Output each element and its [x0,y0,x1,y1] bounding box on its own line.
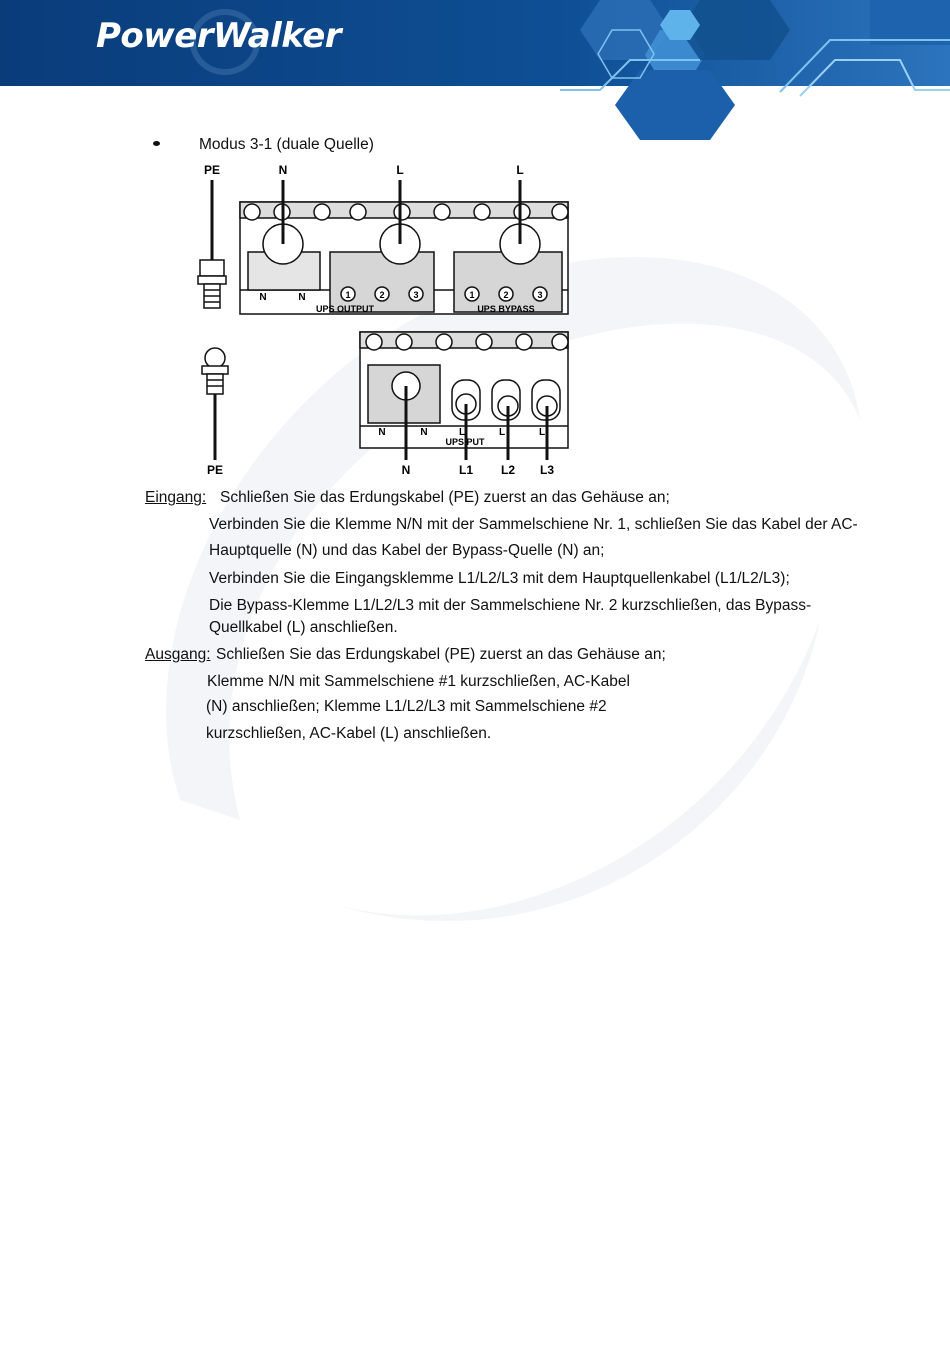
mode-heading: Modus 3-1 (duale Quelle) [199,136,374,153]
bottom-mark-l2: L [498,427,506,438]
label-bottom-n: N [401,463,411,477]
label-top-pe: PE [203,163,221,177]
label-bottom-l2: L2 [500,463,516,477]
top-num-1b: 1 [469,290,475,300]
label-bottom-l3: L3 [539,463,555,477]
pe-bolt-bottom [202,348,228,394]
top-mark-n1: N [259,292,267,303]
input-line-4: Verbinden Sie die Eingangsklemme L1/L2/L3 mit dem Hauptquellenkabel (L1/L2/L3); [209,570,790,587]
input-line-2: Verbinden Sie die Klemme N/N mit der Sammelschiene Nr. 1, schließen Sie das Kabel der AC- [209,516,858,533]
top-num-3a: 3 [413,290,419,300]
output-line-2: Klemme N/N mit Sammelschiene #1 kurzschließen, AC-Kabel [207,673,630,690]
label-bottom-l1: L1 [458,463,474,477]
bottom-mark-l3: L [538,427,546,438]
top-num-1a: 1 [345,290,351,300]
output-line-1: Schließen Sie das Erdungskabel (PE) zuerst an das Gehäuse an; [216,646,666,663]
top-num-2b: 2 [503,290,509,300]
top-section-output: UPS OUTPUT [315,304,375,314]
bottom-mark-l1: L [458,427,466,438]
brand-logo: PowerWalker [96,16,342,56]
output-label: Ausgang: [145,646,211,663]
bullet-dot [153,141,160,146]
input-line-6: Quellkabel (L) anschließen. [209,619,398,636]
pe-bolt-top [198,260,226,308]
label-top-l1: L [396,163,404,177]
label-top-l2: L [516,163,524,177]
top-mark-n2: N [298,292,306,303]
top-num-2a: 2 [379,290,385,300]
input-line-3: Hauptquelle (N) und das Kabel der Bypass-Quelle (N) an; [209,542,605,559]
terminal-wiring-diagram [190,160,580,482]
label-bottom-pe: PE [206,463,224,477]
bottom-mark-n1: N [378,427,386,438]
bottom-mark-n2: N [420,427,428,438]
label-top-n: N [278,163,288,177]
top-section-bypass: UPS BYPASS [477,304,535,314]
output-line-4: kurzschließen, AC-Kabel (L) anschließen. [206,725,492,742]
input-line-1: Schließen Sie das Erdungskabel (PE) zuerst an das Gehäuse an; [220,489,670,506]
bottom-section-label: UPS PUT [445,437,485,447]
input-line-5: Die Bypass-Klemme L1/L2/L3 mit der Sammelschiene Nr. 2 kurzschließen, das Bypass- [209,597,812,614]
output-line-3: (N) anschließen; Klemme L1/L2/L3 mit Sammelschiene #2 [206,698,607,715]
top-num-3b: 3 [537,290,543,300]
input-label: Eingang: [145,489,207,506]
